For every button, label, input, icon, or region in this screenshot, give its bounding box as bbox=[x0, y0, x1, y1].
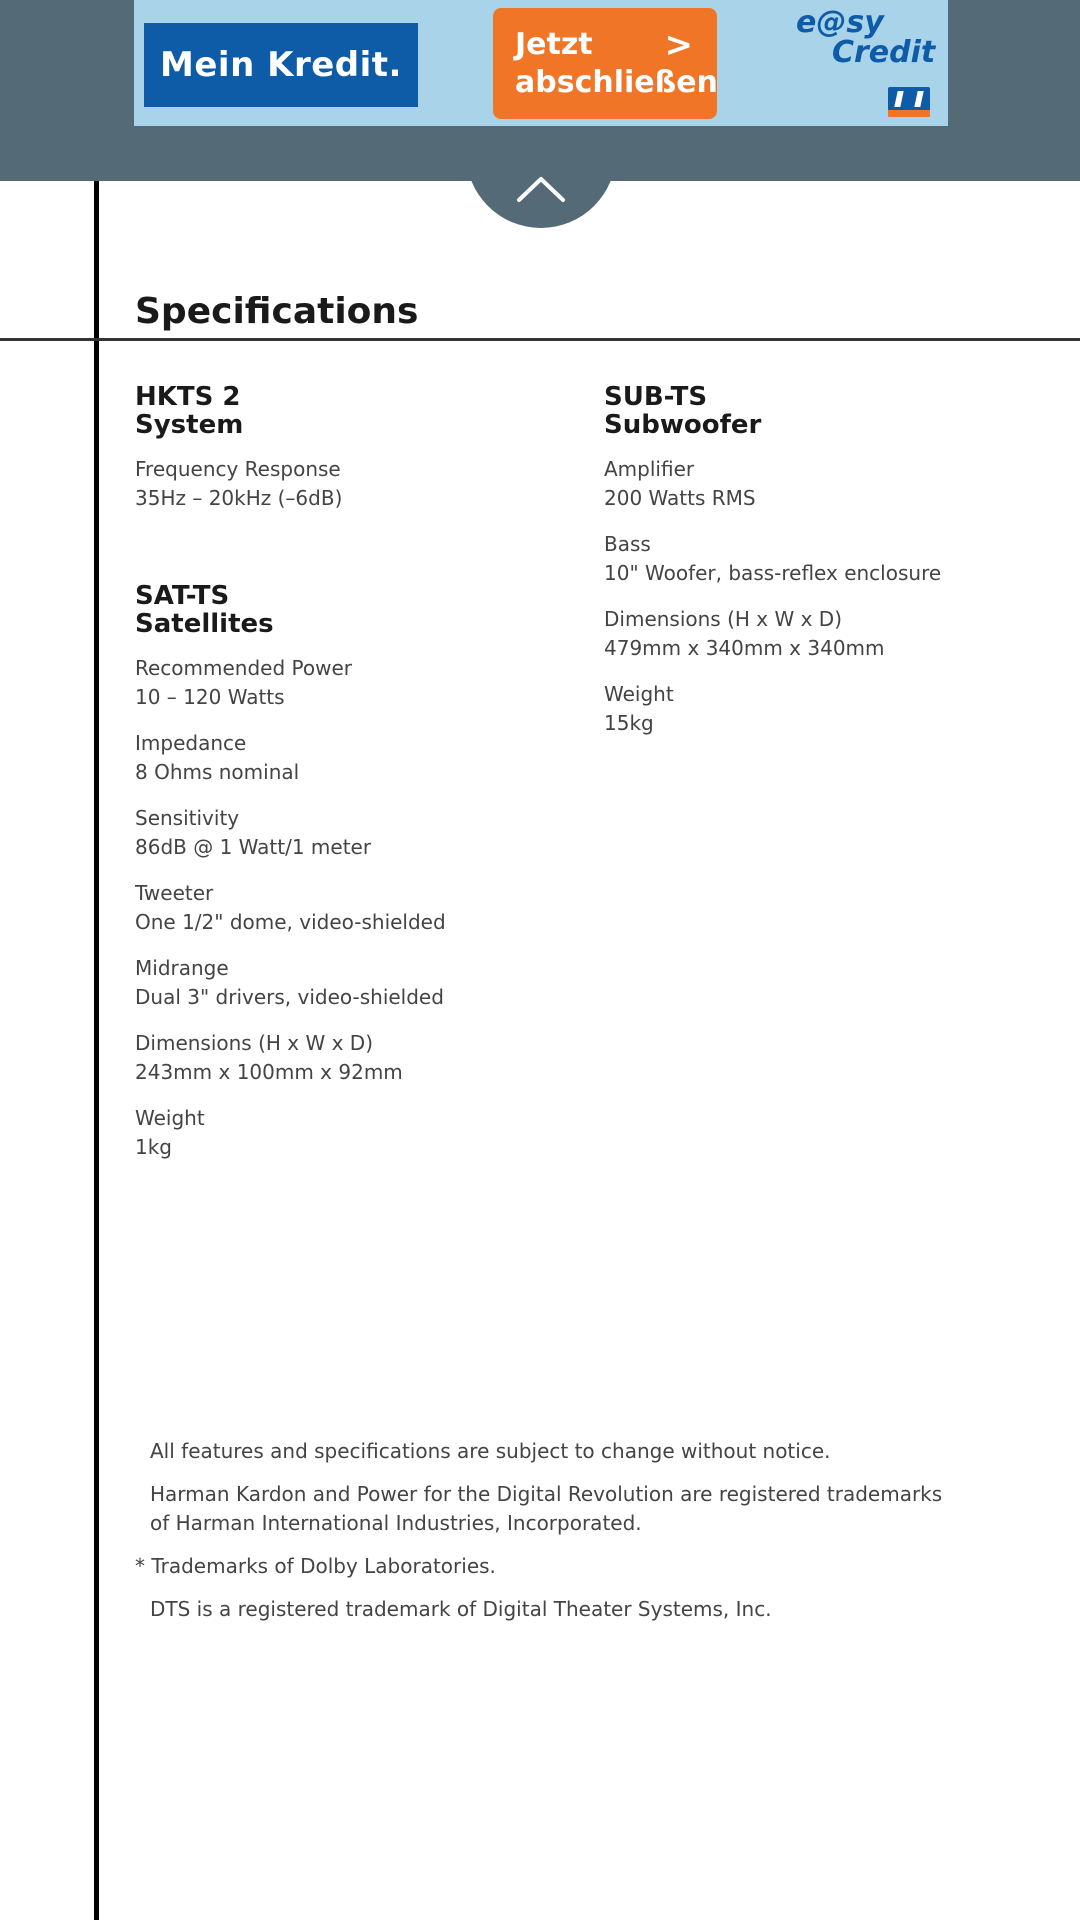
spec-label: Midrange bbox=[135, 956, 229, 980]
spec-group-type: System bbox=[135, 410, 244, 440]
spec-item bbox=[135, 954, 555, 1012]
spec-value: One 1/2" dome, video-shielded bbox=[135, 910, 446, 934]
spec-value: 86dB @ 1 Watt/1 meter bbox=[135, 835, 372, 859]
spec-item bbox=[135, 1104, 555, 1162]
chevron-up-icon bbox=[515, 174, 567, 204]
spec-item bbox=[135, 879, 555, 937]
spec-label: Recommended Power bbox=[135, 656, 353, 680]
spec-group-type: Subwoofer bbox=[604, 410, 762, 440]
bank-logo-icon bbox=[888, 87, 930, 117]
page-title: Specifications bbox=[135, 291, 419, 332]
spec-item bbox=[135, 729, 555, 787]
dolby-notice: * Trademarks of Dolby Laboratories. bbox=[135, 1554, 496, 1578]
spec-value: 10" Woofer, bass-reflex enclosure bbox=[604, 561, 942, 585]
spec-item bbox=[604, 605, 1024, 663]
spec-value: 8 Ohms nominal bbox=[135, 760, 300, 784]
ad-cta-line-2: abschließen bbox=[515, 65, 718, 100]
spec-value: 479mm x 340mm x 340mm bbox=[604, 636, 885, 660]
spec-value: 243mm x 100mm x 92mm bbox=[135, 1060, 403, 1084]
spec-group-model: SAT-TS bbox=[135, 581, 230, 611]
spec-label: Weight bbox=[604, 682, 674, 706]
vertical-divider bbox=[94, 181, 99, 1920]
spec-group-model: HKTS 2 bbox=[135, 382, 241, 412]
spec-value: 10 – 120 Watts bbox=[135, 685, 285, 709]
spec-item bbox=[135, 804, 555, 862]
trademark-line-1: Harman Kardon and Power for the Digital Revolution are registered trademarks bbox=[150, 1482, 943, 1506]
spec-group-type: Satellites bbox=[135, 609, 274, 639]
ad-logo bbox=[796, 5, 946, 70]
spec-value: 1kg bbox=[135, 1135, 173, 1159]
spec-item bbox=[604, 680, 1024, 738]
spec-column-right bbox=[604, 383, 1024, 755]
spec-value: 200 Watts RMS bbox=[604, 486, 756, 510]
chevron-right-icon: > bbox=[664, 25, 693, 65]
ad-cta-button[interactable] bbox=[493, 8, 717, 119]
ad-cta-line-1: Jetzt bbox=[515, 27, 593, 62]
spec-group-heading-system bbox=[135, 383, 555, 439]
ad-logo-line-1: e@sy bbox=[796, 5, 884, 40]
spec-group-heading-subwoofer bbox=[604, 383, 1024, 439]
spec-label: Tweeter bbox=[135, 881, 214, 905]
spec-column-left bbox=[135, 383, 555, 1179]
spec-group-heading-satellites bbox=[135, 582, 555, 638]
spec-item bbox=[604, 530, 1024, 588]
spec-group-model: SUB-TS bbox=[604, 382, 708, 412]
spec-item bbox=[604, 455, 1024, 513]
spec-label: Amplifier bbox=[604, 457, 695, 481]
trademark-notice bbox=[135, 1480, 955, 1538]
spec-label: Weight bbox=[135, 1106, 205, 1130]
ad-logo-line-2: Credit bbox=[832, 35, 936, 70]
change-notice: All features and specifications are subject to change without notice. bbox=[150, 1439, 831, 1463]
spec-label: Sensitivity bbox=[135, 806, 240, 830]
spec-value: 35Hz – 20kHz (–6dB) bbox=[135, 486, 343, 510]
spec-label: Frequency Response bbox=[135, 457, 341, 481]
spec-label: Bass bbox=[604, 532, 651, 556]
spec-value: 15kg bbox=[604, 711, 654, 735]
spec-value: Dual 3" drivers, video-shielded bbox=[135, 985, 444, 1009]
spec-item bbox=[135, 1029, 555, 1087]
spec-item bbox=[135, 654, 555, 712]
horizontal-divider bbox=[0, 338, 1080, 341]
trademark-line-2: of Harman International Industries, Incorporated. bbox=[150, 1511, 642, 1535]
dts-notice: DTS is a registered trademark of Digital Theater Systems, Inc. bbox=[150, 1597, 772, 1621]
ad-creative[interactable] bbox=[134, 0, 948, 126]
ad-brand-text[interactable]: Mein Kredit. bbox=[144, 23, 418, 107]
spec-label: Dimensions (H x W x D) bbox=[604, 607, 843, 631]
spec-item bbox=[135, 455, 555, 513]
legal-notes bbox=[135, 1437, 955, 1638]
collapse-ad-button[interactable] bbox=[466, 150, 616, 228]
spec-label: Dimensions (H x W x D) bbox=[135, 1031, 374, 1055]
spec-label: Impedance bbox=[135, 731, 247, 755]
